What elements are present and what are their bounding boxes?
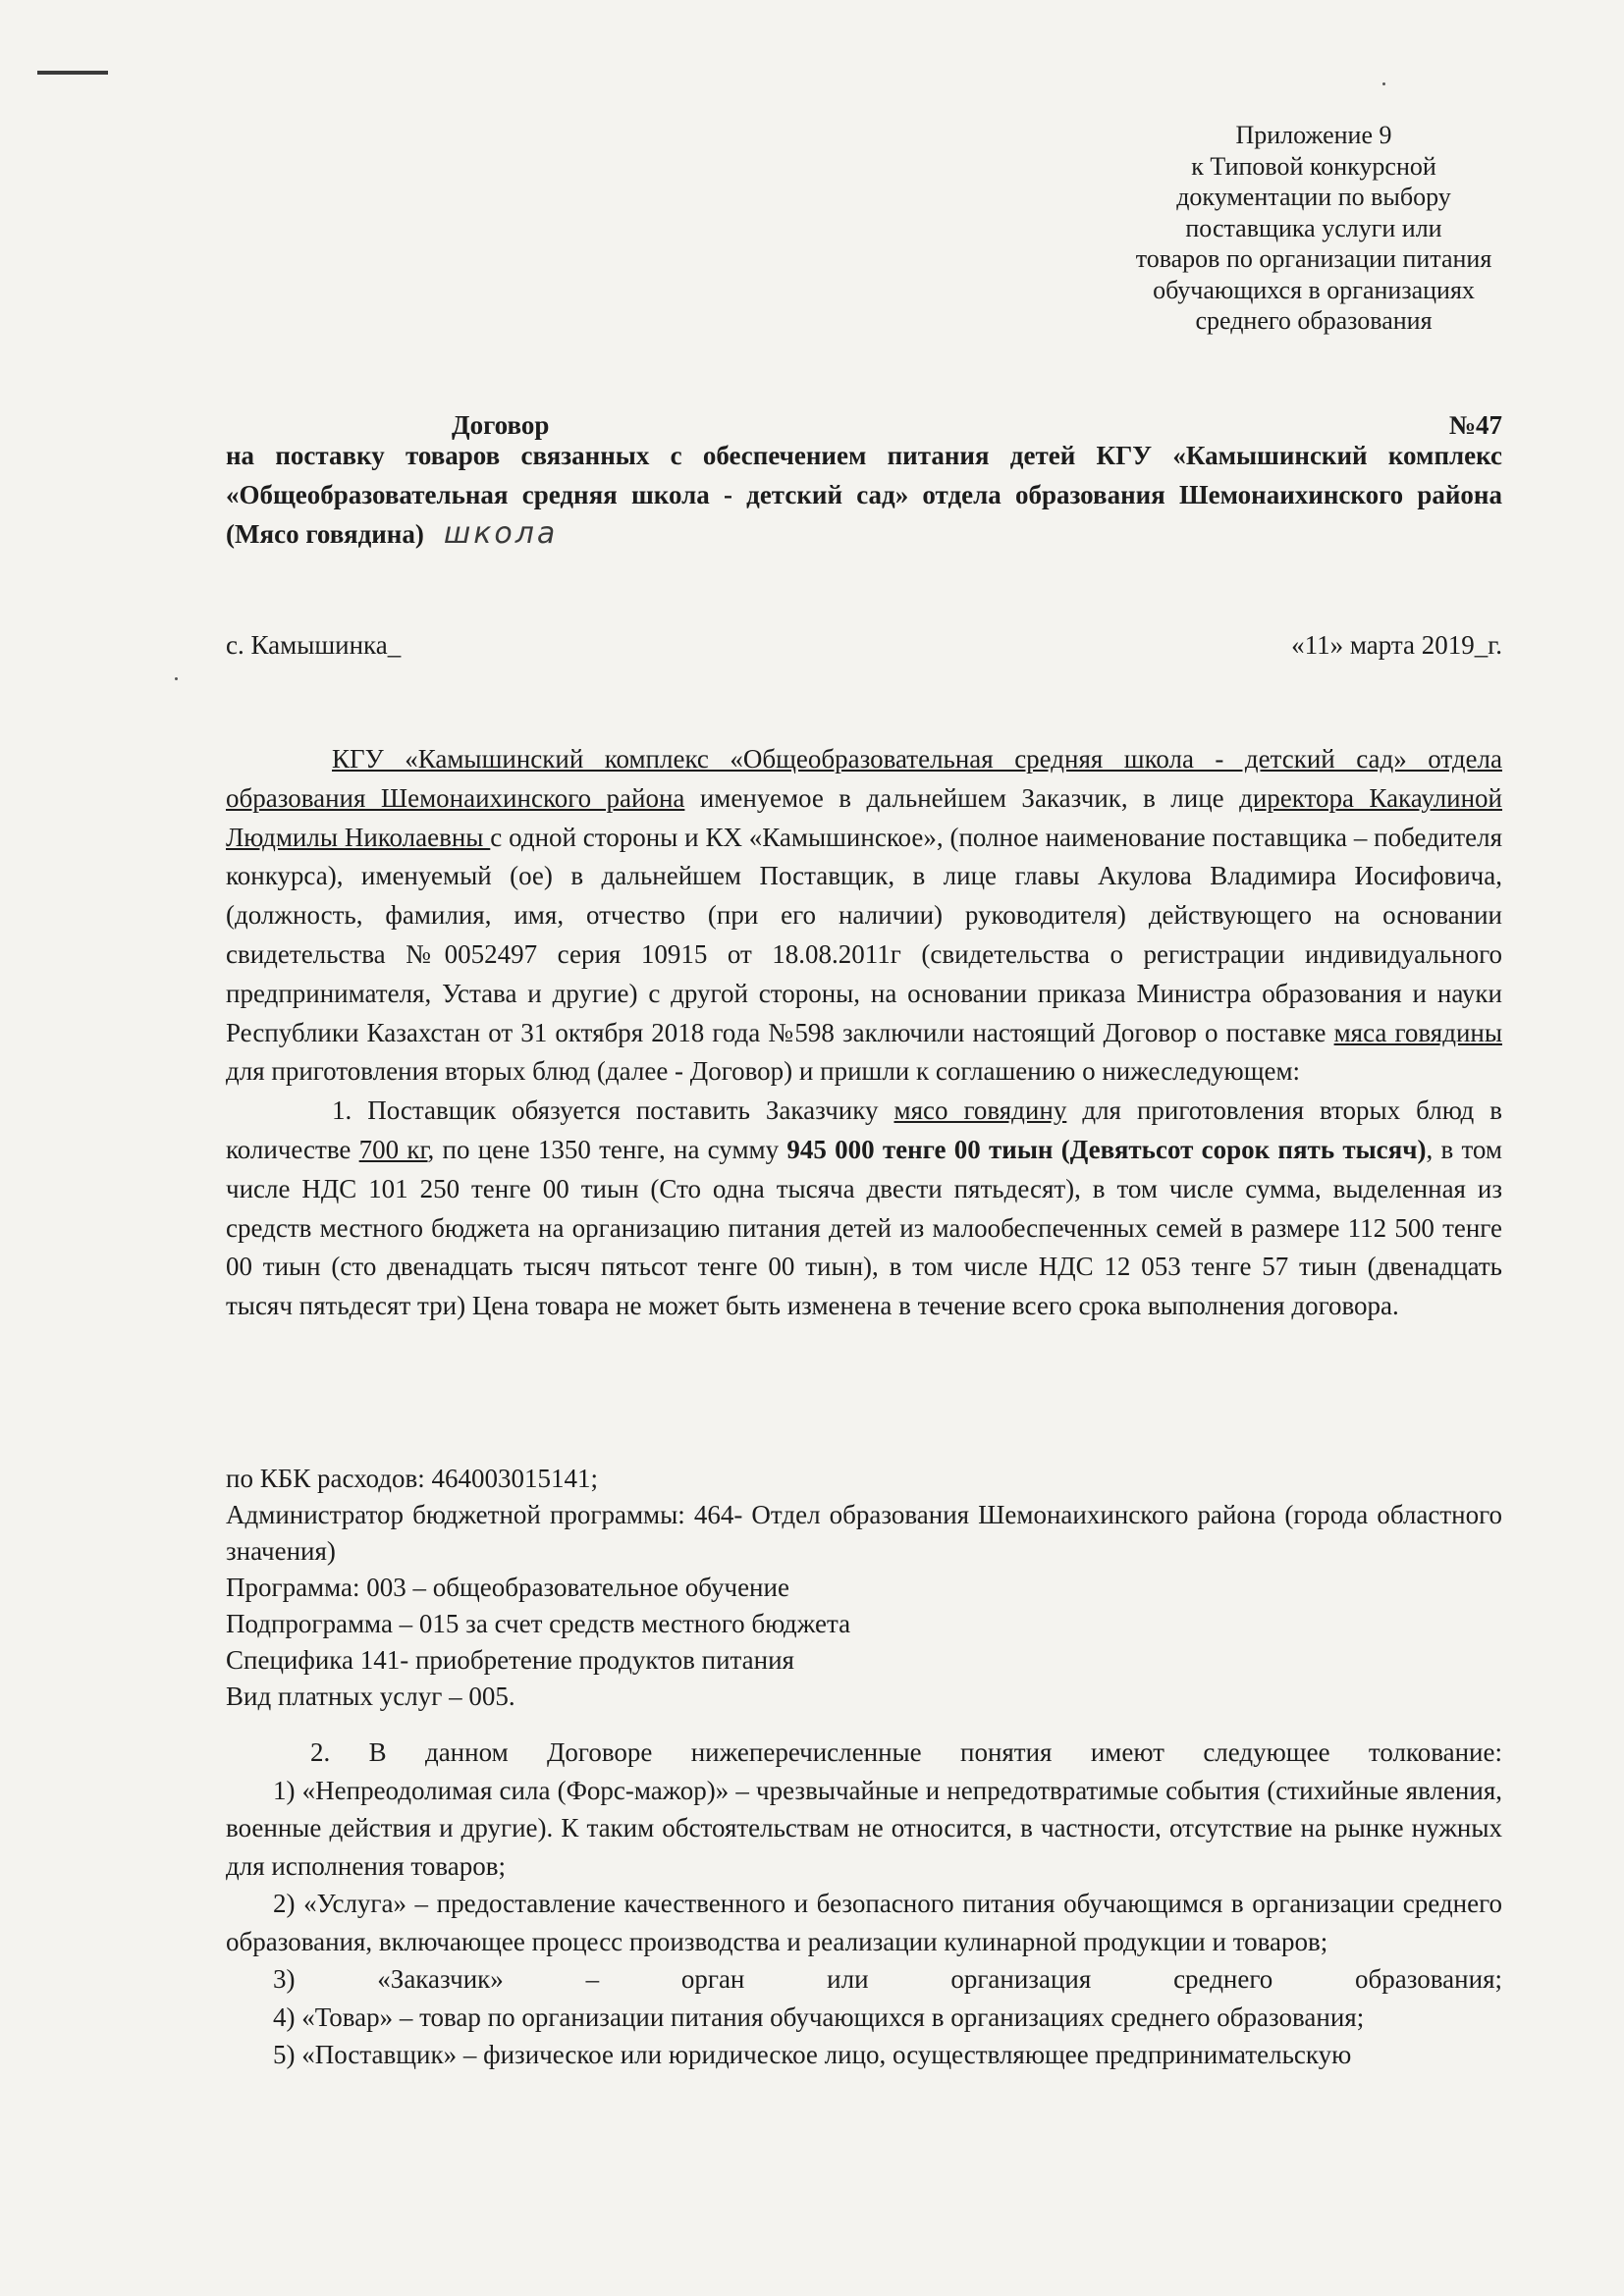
appendix-note — [1108, 120, 1520, 337]
contract-sum: 945 000 тенге 00 тиын (Девятьсот сорок пять тысяч) — [786, 1134, 1427, 1164]
preamble-text: для приготовления вторых блюд (далее - Договор) и пришли к соглашению о нижеследующем: — [226, 1056, 1301, 1087]
contract-place: с. Камышинка_ — [226, 630, 402, 660]
clause-text: , по цене 1350 тенге, на сумму — [427, 1134, 787, 1164]
contract-heading — [226, 436, 1502, 554]
contract-body — [226, 740, 1502, 1326]
budget-info — [226, 1461, 1502, 1715]
place-date-row — [226, 630, 1502, 669]
heading-text: на поставку товаров связанных с обеспечением питания детей КГУ «Камышинский комплекс «Общеобразовательная средняя школа - детский сад» отдела образования Шемонаихинского района (Мясо говядина) — [226, 441, 1502, 549]
kbk-line: по КБК расходов: 464003015141; — [226, 1464, 599, 1493]
clause-text: , в том числе НДС 101 250 тенге 00 тиын (Сто одна тысяча двести пятьдесят), в том числе сумма, выделенная из средств местного бюджета на организацию питания детей из малообеспеченных семей в размере 112 500 тенге 00 тиын (сто двенадцать тысяч пятьсот тенге 00 тиын), в том числе НДС 12 053 тенге 57 тиын (двенадцать тысяч пятьдесят три) Цена товара не может быть изменена в течение всего срока выполнения договора. — [226, 1134, 1502, 1321]
scan-speck — [1382, 82, 1385, 85]
definition-item: 5) «Поставщик» – физическое или юридическое лицо, осуществляющее предпринимательскую — [273, 2040, 1352, 2069]
contract-date: «11» марта 2019_г. — [1291, 630, 1502, 660]
preamble-text: именуемое в дальнейшем Заказчик, в лице — [684, 782, 1240, 813]
clause-text: 1. Поставщик обязуется поставить Заказчику — [332, 1095, 894, 1126]
paid-services-line: Вид платных услуг – 005. — [226, 1682, 515, 1711]
corner-mark — [37, 71, 108, 75]
definition-item: 2) «Услуга» – предоставление качественного и безопасного питания обучающимся в организации среднего образования, включающее процесс производства и реализации кулинарной продукции и товаров; — [226, 1889, 1502, 1956]
specifics-line: Специфика 141- приобретение продуктов питания — [226, 1645, 794, 1675]
definition-item: 4) «Товар» – товар по организации питания обучающихся в организациях среднего образования; — [273, 2002, 1365, 2032]
product-name: мяса говядины — [1333, 1017, 1502, 1047]
subprogram-line: Подпрограмма – 015 за счет средств местного бюджета — [226, 1609, 851, 1638]
handwritten-note: школа — [443, 516, 559, 551]
definitions — [226, 1734, 1502, 2074]
customer-name: КГУ «Камышинский комплекс «Общеобразовательная средняя школа - детский сад» отдела образования Шемонаихинского района — [226, 744, 1502, 813]
appendix-line: к Типовой конкурсной — [1191, 151, 1436, 181]
scan-speck — [175, 677, 178, 680]
appendix-line: обучающихся в организациях — [1153, 275, 1475, 304]
definition-item: 3) «Заказчик» – орган или организация среднего образования; — [273, 1964, 1502, 1994]
appendix-line: среднего образования — [1195, 306, 1433, 335]
product-name: мясо говядину — [893, 1095, 1067, 1126]
appendix-line: Приложение 9 — [1235, 121, 1392, 149]
contract-number: №47 — [1448, 410, 1502, 440]
appendix-line: товаров по организации питания — [1135, 244, 1492, 273]
admin-line: Администратор бюджетной программы: 464- Отдел образования Шемонаихинского района (города областного значения) — [226, 1500, 1502, 1566]
appendix-line: документации по выбору — [1176, 183, 1451, 211]
contract-title: Договор — [452, 410, 550, 440]
preamble-text: с одной стороны и КХ «Камышинское», (полное наименование поставщика – победителя конкурса), именуемый (ое) в дальнейшем Поставщик, в лице главы Акулова Владимира Иосифовича, (должность, фамилия, имя, отчество (при его наличии) руководителя) действующего на основании свидетельства №0052497 серия 10915 от 18.08.2011г (свидетельства о регистрации индивидуального предпринимателя, Устава и другие) с другой стороны, на основании приказа Министра образования и науки Республики Казахстан от 31 октября 2018 года №598 заключили настоящий Договор о поставке — [226, 822, 1502, 1047]
definition-item: 1) «Непреодолимая сила (Форс-мажор)» – чрезвычайные и непредотвратимые события (стихийные явления, военные действия и другие). К таким обстоятельствам не относится, в частности, отсутствие на рынке нужных для исполнения товаров; — [226, 1775, 1502, 1881]
clause-1 — [226, 1092, 1502, 1326]
director-name: директора Какаулиной Людмилы Николаевны — [226, 782, 1503, 852]
program-line: Программа: 003 – общеобразовательное обучение — [226, 1573, 789, 1602]
preamble-paragraph — [226, 740, 1502, 1092]
quantity: 700 кг — [358, 1134, 428, 1164]
clause-text: для приготовления вторых блюд в количестве — [226, 1095, 1502, 1164]
clause-2-intro: 2. В данном Договоре нижеперечисленные понятия имеют следующее толкование: — [310, 1737, 1502, 1767]
appendix-line: поставщика услуги или — [1185, 213, 1442, 242]
